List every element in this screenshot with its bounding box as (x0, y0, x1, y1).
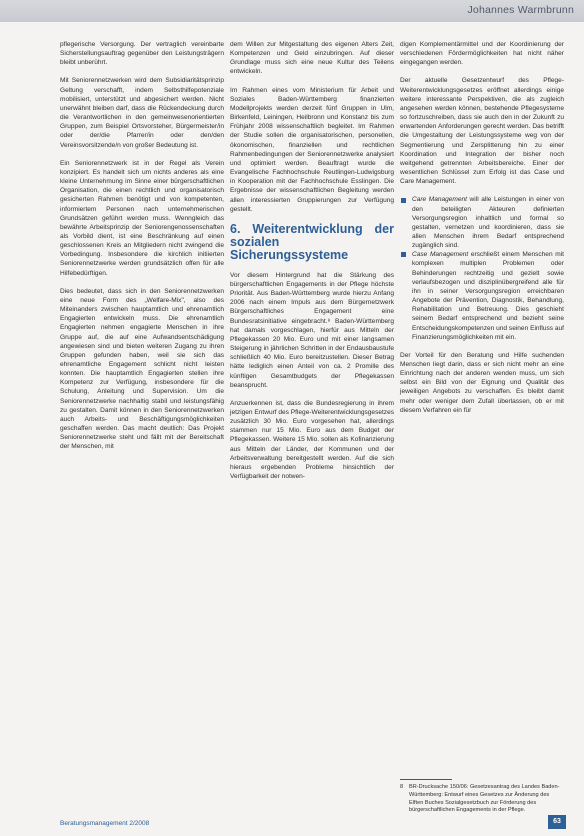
header-bar (0, 0, 584, 22)
bullet-text: will alle Leistungen in einer von den beteiligten Akteuren definierten Versorgungsregion inhaltlich und formal so gestalten, vernetzen und koordinieren, dass sie allen Menschen ihrem Bedarf entsprechend zugänglich sind. (412, 196, 564, 250)
bullet-text: erschließt einem Menschen mit komplexen multiplen Problemen oder Behinderungen rechtzeitig und gezielt sowie verlaufsbezogen und disziplinübergreifend alle für ihn in seiner Versorgungsregion erreichbaren Angebote der Prävention, Diagnostik, Behandlung, Rehabilitation und Betreuung. Dies geschieht seinem Bedarf entsprechend und bezieht seine Entscheidungskompetenzen und seinen Einfluss auf Finanzierungsmöglichkeiten mit ein. (412, 251, 564, 341)
text-column-2 (230, 40, 394, 490)
bullet-term: Case Management (412, 251, 469, 259)
bullet-item (400, 250, 564, 342)
page-number: 63 (548, 815, 566, 829)
paragraph: Anzuerkennen ist, dass die Bundesregierung in ihrem jetzigen Entwurf des Pflege-Weiterentwicklungsgesetzes zusätzlich 30 Mio. Euro vorgesehen hat, allerdings stammen nur 15 Mio. Euro aus dem Budget der Pflegekassen. Weitere 15 Mio. sollen als Kofinanzierung aus Mitteln der Länder, der Kommunen und der Arbeitsverwaltung bereitgestellt werden. Auf die sich hieraus ergebenden Probleme hinsichtlich der Verfügbarkeit der notwen- (230, 399, 394, 481)
paragraph: Ein Seniorennetzwerk ist in der Regel als Verein konzipiert. Es handelt sich um nichts anderes als eine kleine Unternehmung im Sinne einer bürgerschaftlichen Organisation, die einen rechtlich und organisatorisch gesicherten Rahmen benötigt und von kompetenten, informiertem Personen nach unternehmerischen Grundsätzen geführt werden muss. Wenngleich das bewährte Arbeitsprinzip der Seniorengenossenschaften als Vorbild dient, ist eine Beschränkung auf einen geschlossenen Kreis an Mitgliedern nicht zwingend die Vorbedingung. Insbesondere die kirchlich initiierten Seniorennetzwerke werden grundsätzlich offen für alle Hilfebedürftigen. (60, 159, 224, 277)
paragraph: Der aktuelle Gesetzentwurf des Pflege-Weiterentwicklungsgesetzes eröffnet allerdings einige weitere interessante Perspektiven, die als zugleich angesehen werden können, bestehende Pflegesysteme so fortzuschreiben, dass sie auch den in der Zukunft zu erwartenden Anforderungen gerecht werden. Das betrifft die Umgestaltung der Leistungssysteme weg von der Segmentierung und Zersplitterung hin zu einer Koordination und Integration der bisher noch weitgehend getrennten Arbeitsbereiche. Einer der wesentlichen Schlüssel zum Erfolg ist das Case und Care Management. (400, 77, 564, 186)
paragraph: Mit Seniorennetzwerken wird dem Subsidiaritätsprinzip Geltung verschafft, indem Selbsthilfepotenziale mobilisiert, unterstützt und abgesichert werden. Nicht unerwähnt bleiben darf, dass die Rückendeckung durch die Verantwortlichen in den gemeinwesenorientierten Gruppen, zum Beispiel Ortsvorsteher, Bürgermeister/in oder der/die Pfarrer/in oder den/den Vereinsvorsitzende/n von großer Bedeutung ist. (60, 77, 224, 149)
footnote (400, 784, 564, 815)
paragraph: digen Komplementärmittel und der Koordinierung der verschiedenen Fördermöglichkeiten hat nicht näher eingegangen werden. (400, 41, 564, 67)
section-heading (230, 223, 394, 262)
footnote-divider (400, 779, 452, 780)
author-name: Johannes Warmbrunn (467, 4, 574, 16)
footnote-number: 8 (400, 784, 404, 790)
bullet-item (400, 195, 564, 250)
paragraph: pflegerische Versorgung. Der vertraglich vereinbarte Sicherstellungsauftrag gegenüber den Leistungsträgern bleibt unberührt. (60, 41, 224, 67)
section-number: 6. (230, 221, 241, 236)
bullet-term: Care Management (412, 196, 467, 204)
section-title: Weiterentwicklung der sozialen Sicherungssysteme (230, 221, 394, 262)
footnote-text: BR-Drucksache 150/06: Gesetzesantrag des Landes Baden-Württemberg: Entwurf eines Gesetzes zur Änderung des Elften Buches Sozialgesetzbuch zur Förderung des bürgerschaftlichen Engagements in der Pflege. (409, 784, 560, 814)
paragraph: dem Willen zur Mitgestaltung des eigenen Alters Zeit, Kompetenzen und Geld einzubringen. Auf dieser Grundlage muss sich eine neue Kultur des Teilens entwickeln. (230, 41, 394, 76)
bullet-list (400, 195, 564, 342)
footer-journal-title: Beratungsmanagement 2/2008 (60, 820, 150, 827)
paragraph: Dies bedeutet, dass sich in den Seniorennetzwerken eine neue Form des „Welfare-Mix", also des Miteinanders zwischen hauptamtlich und ehrenamtlich Engagierten entwickeln muss. Die ehrenamtlich Engagierten nehmen engagierte Menschen in ihre Gruppe auf, die auf eine Aufwandsentschädigung angewiesen sind und bieten weiteren Zugang zu ihren Gruppen gefunden haben, weil sie sich das ehrenamtliche Engagement schlicht nicht leisten konnten. Die hauptamtlich Engagierten stellen ihre Kompetenz zur Verfügung, insbesondere für die Schulung, Anleitung und Supervision. Um die Seniorennetzwerke nachhaltig stabil und leistungsfähig zu gestalten. Damit können in den Seniorennetzwerken auch Arbeits- und Beschäftigungsmöglichkeiten geschaffen werden. Das macht deutlich: Das Projekt Seniorennetzwerke steht und fällt mit der Bereitschaft der Menschen, mit (60, 287, 224, 451)
text-column-3 (400, 40, 564, 424)
paragraph: Der Vorteil für den Beratung und Hilfe suchenden Menschen liegt darin, dass er sich nicht mehr an eine Einrichtung nach der anderen wenden muss, um sich selbst ein Bild von der Eignung und Qualität des jeweiligen Angebots zu verschaffen. Es bleibt damit mehr oder weniger dem Zufall überlassen, ob er mit diesem Verfahren ein für (400, 351, 564, 414)
paragraph: Im Rahmen eines vom Ministerium für Arbeit und Soziales Baden-Württemberg finanzierten Modellprojekts werden derzeit fünf Gruppen in Ulm, Birkenfeld, Leiningen, Heilbronn und Konstanz bis zum Frühjahr 2008 wissenschaftlich begleitet. Im Rahmen der Studie sollen die organisatorischen, personellen, ökonomischen, finanziellen und rechtlichen Rahmenbedingungen der Seniorennetzwerke analysiert und optimiert werden. Beauftragt wurde die Evangelische Fachhochschule Reutlingen-Ludwigsburg in Kooperation mit der Fachhochschule Esslingen. Die Ergebnisse der wissenschaftlichen Begleitung werden allen interessierten Gruppierungen zur Verfügung gestellt. (230, 86, 394, 213)
paragraph: Vor diesem Hintergrund hat die Stärkung des bürgerschaftlichen Engagements in der Pflege höchste Priorität. Aus Baden-Württemberg wurde hierzu Anfang 2006 nach einem Impuls aus dem Bürgernetzwerk Bürgerschaftliches Engagement eine Bundesratsinitiative eingebracht.⁸ Baden-Württemberg hat damals vorgeschlagen, hierfür aus Mitteln der Pflegekassen 20 Mio. Euro und mit einer langsamen Steigerung in jährlichen Schritten in der Endausbaustufe schließlich 40 Mio. Euro bereitzustellen. Dieser Betrag hätte lediglich einen Anteil von ca. 2 Promille des künftigen Gesamtbudgets der Pflegekassen beansprucht. (230, 271, 394, 389)
text-column-1 (60, 40, 224, 461)
